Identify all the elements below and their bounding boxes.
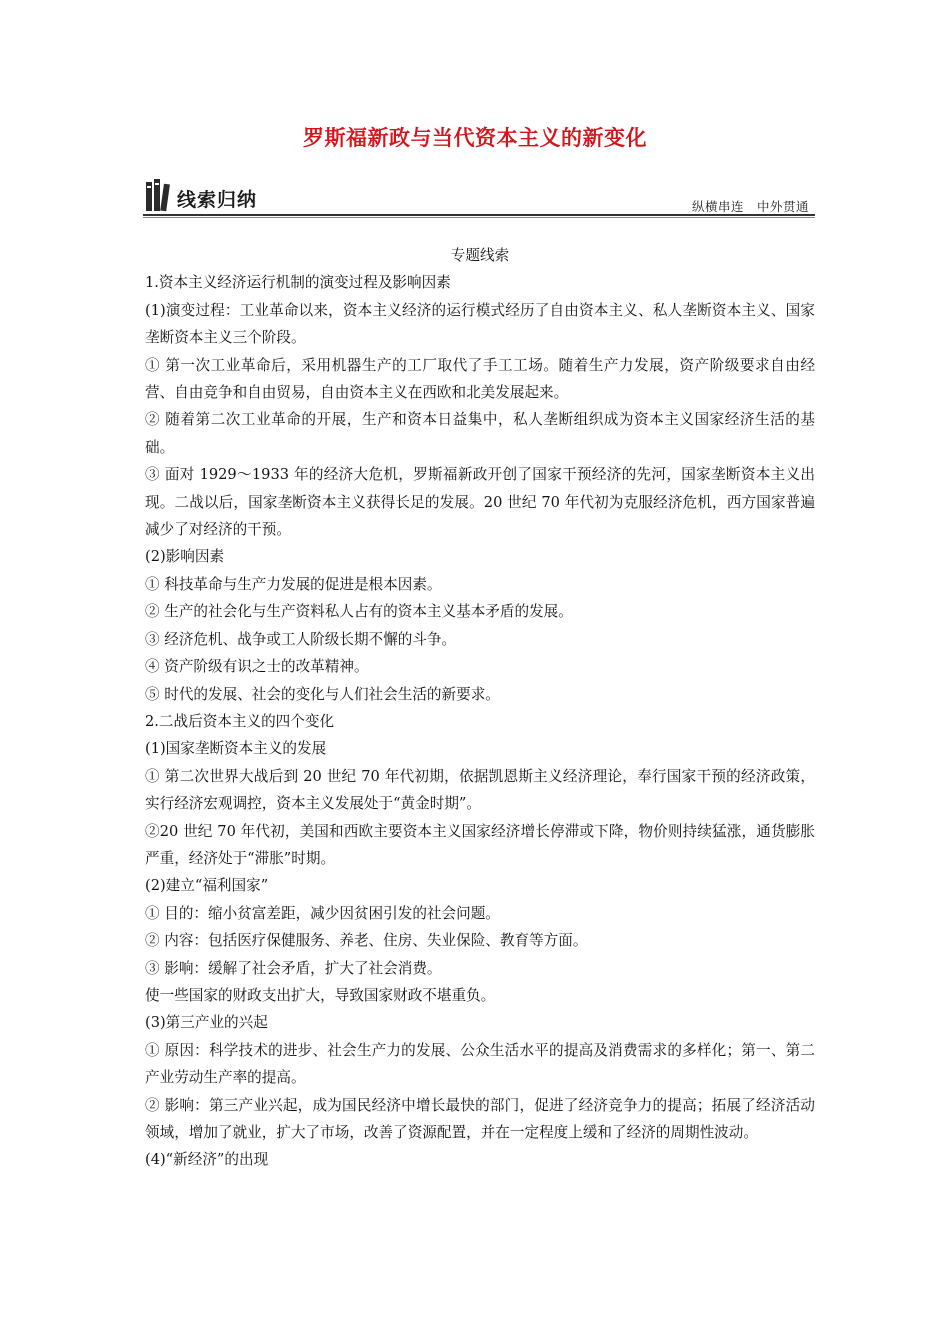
divider-thin (143, 217, 815, 218)
paragraph: ③ 面对 1929～1933 年的经济大危机，罗斯福新政开创了国家干预经济的先河，国家垄断资本主义出现。二战以后，国家垄断资本主义获得长足的发展。20 世纪 70 年代初为克服经济危机，西方国家普遍减少了对经济的干预。 (145, 466, 815, 539)
paragraph: ② 影响：第三产业兴起，成为国民经济中增长最快的部门，促进了经济竞争力的提高；拓展了经济活动领域，增加了就业，扩大了市场，改善了资源配置，并在一定程度上缓和了经济的周期性波动。 (145, 1096, 815, 1141)
paragraph: (2)影响因素 (145, 548, 225, 566)
paragraph: ②20 世纪 70 年代初，美国和西欧主要资本主义国家经济增长停滞或下降，物价则持续猛涨，通货膨胀严重，经济处于“滞胀”时期。 (145, 822, 815, 867)
paragraph: ① 原因：科学技术的进步、社会生产力的发展、公众生活水平的提高及消费需求的多样化；第一、第二产业劳动生产率的提高。 (145, 1041, 815, 1087)
subtitle: 专题线索 (450, 247, 510, 264)
paragraph: ⑤ 时代的发展、社会的变化与人们社会生活的新要求。 (145, 685, 500, 703)
paragraph: ④ 资产阶级有识之士的改革精神。 (145, 658, 369, 676)
page-title: 罗斯福新政与当代资本主义的新变化 (303, 126, 647, 150)
books-icon (145, 178, 171, 212)
paragraph: ③ 影响：缓解了社会矛盾，扩大了社会消费。 (145, 959, 442, 977)
section-tagline: 纵横串连 中外贯通 (691, 199, 809, 214)
paragraph: ① 第一次工业革命后，采用机器生产的工厂取代了手工工场。随着生产力发展，资产阶级要求自由经营、自由竞争和自由贸易，自由资本主义在西欧和北美发展起来。 (145, 356, 815, 402)
paragraph: ② 随着第二次工业革命的开展，生产和资本日益集中，私人垄断组织成为资本主义国家经济生活的基础。 (145, 411, 815, 456)
paragraph-list (145, 269, 815, 1173)
paragraph: ① 目的：缩小贫富差距，减少因贫困引发的社会问题。 (145, 904, 500, 922)
document-body (145, 242, 815, 1174)
paragraph: (3)第三产业的兴起 (145, 1014, 268, 1032)
divider (143, 214, 815, 216)
section-banner (143, 176, 815, 218)
paragraph: ① 第二次世界大战后到 20 世纪 70 年代初期，依据凯恩斯主义经济理论，奉行国家干预的经济政策，实行经济宏观调控，资本主义发展处于“黄金时期”。 (145, 767, 815, 813)
paragraph: (2)建立“福利国家” (145, 877, 269, 895)
paragraph: (1)演变过程：工业革命以来，资本主义经济的运行模式经历了自由资本主义、私人垄断资本主义、国家垄断资本主义三个阶段。 (145, 301, 815, 347)
paragraph: 1.资本主义经济运行机制的演变过程及影响因素 (145, 274, 451, 292)
paragraph: (4)“新经济”的出现 (145, 1151, 269, 1169)
paragraph: (1)国家垄断资本主义的发展 (145, 740, 327, 758)
paragraph: 使一些国家的财政支出扩大，导致国家财政不堪重负。 (145, 986, 496, 1004)
paragraph: ③ 经济危机、战争或工人阶级长期不懈的斗争。 (145, 630, 457, 648)
section-label: 线索归纳 (177, 189, 258, 211)
paragraph: ② 内容：包括医疗保健服务、养老、住房、失业保险、教育等方面。 (145, 932, 588, 950)
paragraph: ① 科技革命与生产力发展的促进是根本因素。 (145, 575, 442, 593)
paragraph: 2.二战后资本主义的四个变化 (145, 712, 335, 730)
paragraph: ② 生产的社会化与生产资料私人占有的资本主义基本矛盾的发展。 (145, 603, 573, 621)
